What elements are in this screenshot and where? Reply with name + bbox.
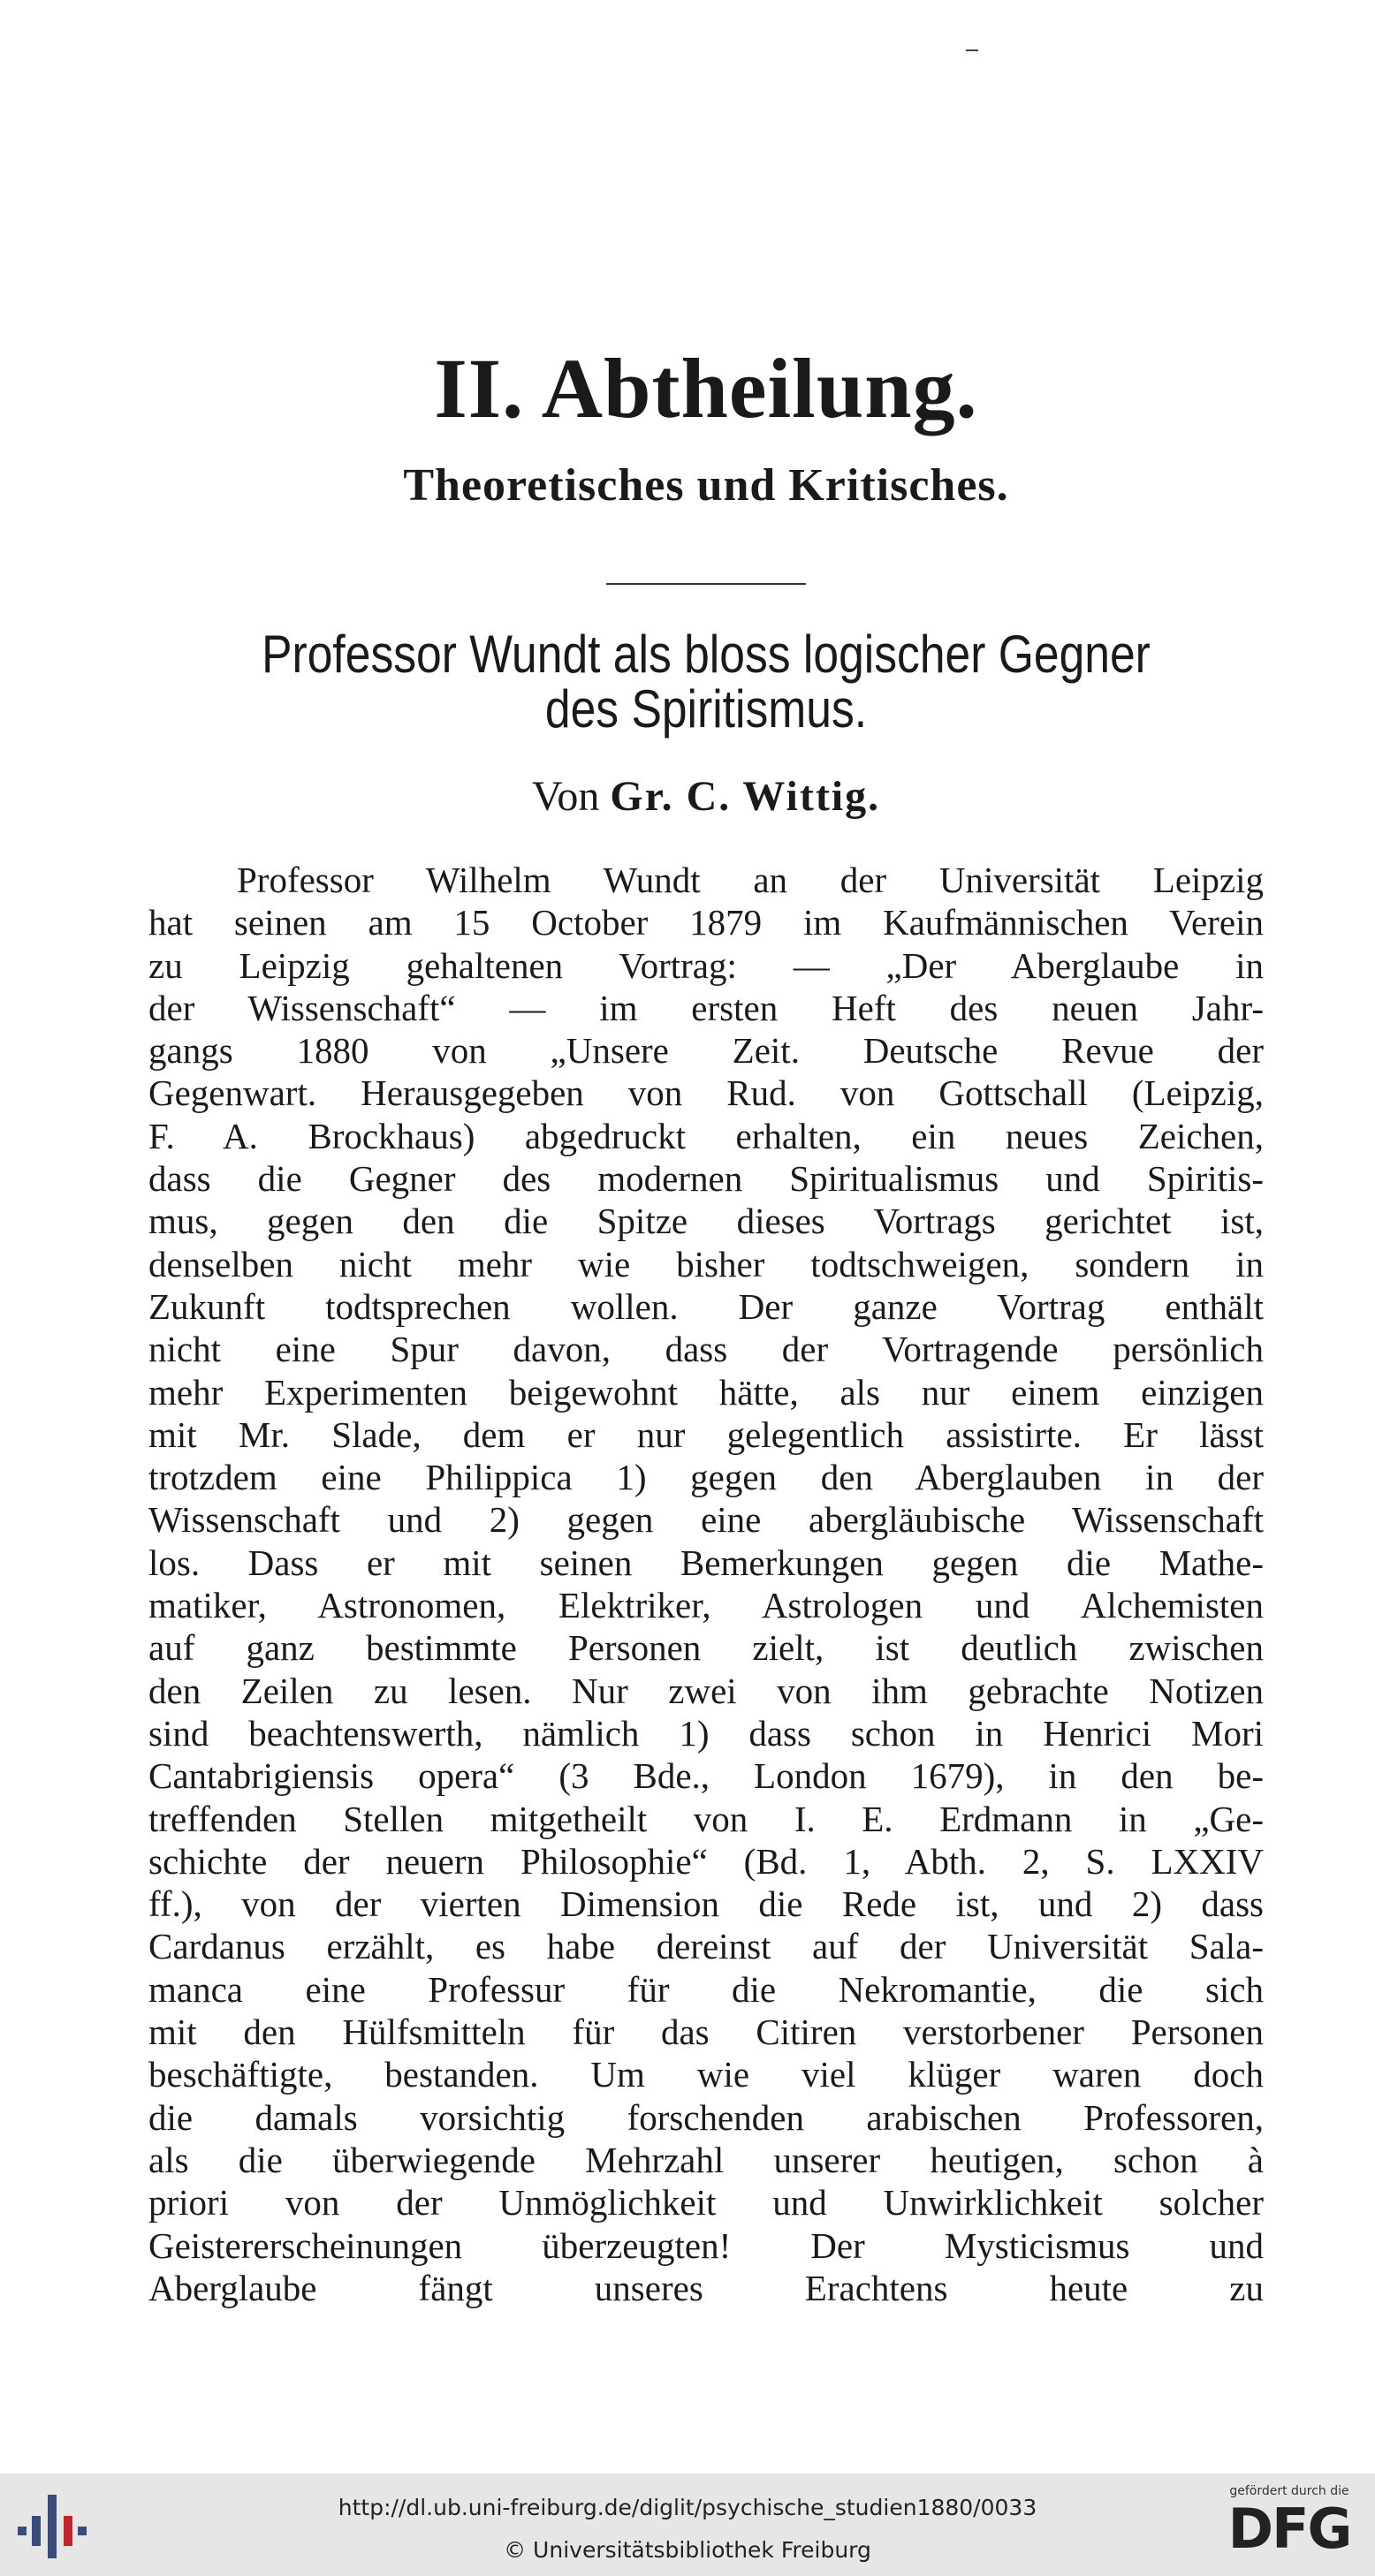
body-line: Zukunft todtsprechen wollen. Der ganze Vortrag enthält [148,1285,1264,1327]
body-line: manca eine Professur für die Nekromantie, die sich [148,1968,1264,2010]
dfg-funding-logo [1214,2484,1364,2569]
body-line: Geistererscheinungen überzeugten! Der Mysticismus und [148,2224,1264,2266]
body-line: mus, gegen den die Spitze dieses Vortrags gerichtet ist, [148,1201,1264,1242]
body-line: Cardanus erzählt, es habe dereinst auf der Universität Sala- [148,1926,1264,1967]
body-line: den Zeilen zu lesen. Nur zwei von ihm gebrachte Notizen [148,1670,1264,1711]
body-line: Cantabrigiensis opera“ (3 Bde., London 1679), in den be- [148,1755,1264,1797]
section-subtitle: Theoretisches und Kritisches. [403,460,1009,511]
dfg-logo-text: DFG [1227,2496,1351,2561]
body-line: mit Mr. Slade, dem er nur gelegentlich assistirte. Er lässt [148,1413,1264,1455]
body-line: los. Dass er mit seinen Bemerkungen gegen die Mathe- [148,1542,1264,1583]
body-line: denselben nicht mehr wie bisher todtschweigen, sondern in [148,1243,1264,1284]
body-line: priori von der Unmöglichkeit und Unwirklichkeit solcher [148,2182,1264,2224]
body-line: Aberglaube fängt unseres Erachtens heute zu [148,2267,1264,2308]
body-line: mit den Hülfsmitteln für das Citiren verstorbener Personen [148,2012,1264,2053]
body-line: dass die Gegner des modernen Spiritualismus und Spiritis- [148,1158,1264,1200]
body-line: hat seinen am 15 October 1879 im Kaufmännischen Verein [148,902,1264,943]
body-line: auf ganz bestimmte Personen zielt, ist deutlich zwischen [148,1627,1264,1669]
byline-author: Gr. C. Wittig. [610,773,881,820]
body-line: Gegenwart. Herausgegeben von Rud. von Gottschall (Leipzig, [148,1072,1264,1114]
body-line: ff.), von der vierten Dimension die Rede ist, und 2) dass [148,1883,1264,1925]
body-line: die damals vorsichtig forschenden arabischen Professoren, [148,2096,1264,2138]
byline [148,772,1264,822]
body-line: Professor Wilhelm Wundt an der Universität Leipzig [237,860,1264,900]
dfg-caption: gefördert durch die [1229,2484,1349,2498]
body-line: der Wissenschaft“ — im ersten Heft des neuen Jahr- [148,987,1264,1028]
section-heading: II. Abtheilung. [434,341,978,436]
body-line: beschäftigte, bestanden. Um wie viel klüger waren doch [148,2054,1264,2095]
article-title: Professor Wundt als bloss logischer Gegner des Spiritismus. [262,625,1151,739]
body-line: treffenden Stellen mitgetheilt von I. E. Erdmann in „Ge- [148,1798,1264,1839]
body-line: sind beachtenswerth, nämlich 1) dass schon in Henrici Mori [148,1712,1264,1754]
body-line: Wissenschaft und 2) gegen eine abergläubische Wissenschaft [148,1499,1264,1541]
body-line: als die überwiegende Mehrzahl unserer heutigen, schon à [148,2139,1264,2180]
title-divider [606,583,806,585]
body-line: gangs 1880 von „Unsere Zeit. Deutsche Revue der [148,1030,1264,1072]
body-line: schichte der neuern Philosophie“ (Bd. 1, Abth. 2, S. LXXIV [148,1840,1264,1882]
body-line: zu Leipzig gehaltenen Vortrag: — „Der Aberglaube in [148,944,1264,986]
body-line: trotzdem eine Philippica 1) gegen den Aberglauben in der [148,1457,1264,1498]
article-body [148,859,1264,2309]
body-line: matiker, Astronomen, Elektriker, Astrologen und Alchemisten [148,1585,1264,1626]
document-page [148,336,1264,2309]
document-url[interactable]: http://dl.ub.uni-freiburg.de/diglit/psychische_studien1880/0033 [338,2495,1037,2520]
top-margin-mark [966,49,978,51]
body-line: F. A. Brockhaus) abgedruckt erhalten, ein neues Zeichen, [148,1115,1264,1156]
body-line: nicht eine Spur davon, dass der Vortragende persönlich [148,1329,1264,1370]
byline-prefix: Von [531,773,600,820]
copyright-notice: © Universitätsbibliothek Freiburg [504,2537,871,2563]
viewer-footer [0,2474,1375,2576]
body-line: mehr Experimenten beigewohnt hätte, als nur einem einzigen [148,1371,1264,1413]
